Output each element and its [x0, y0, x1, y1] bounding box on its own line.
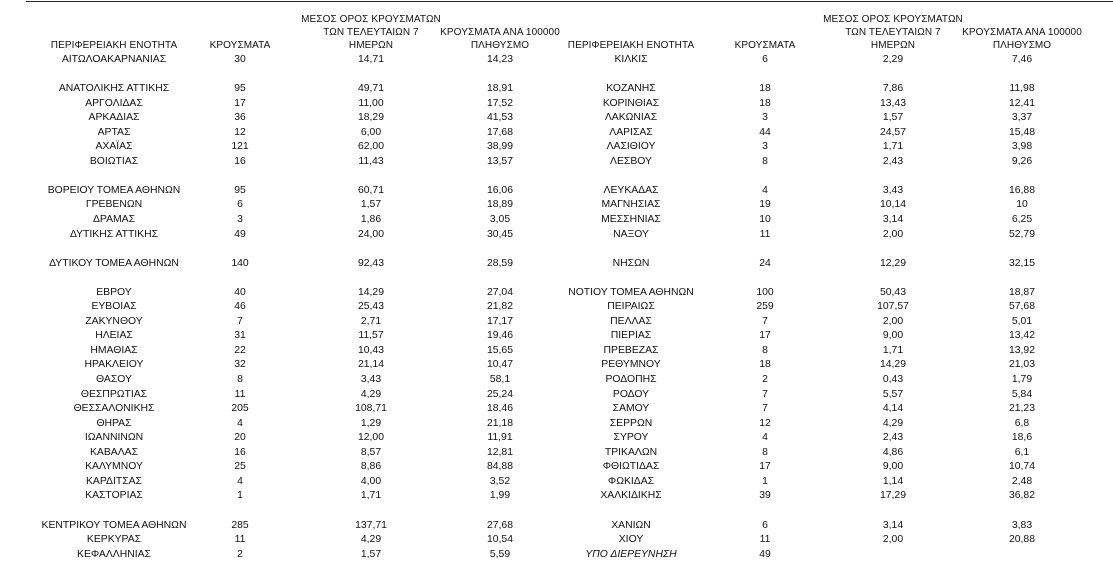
right-avg7-cell: 4,14	[882, 403, 904, 415]
right-avg7-cell: 0,43	[882, 374, 904, 386]
right-region-cell: ΡΟΔΟΠΗΣ	[605, 374, 657, 386]
right-region-cell: ΤΡΙΚΑΛΩΝ	[604, 446, 658, 458]
right-region-cell: ΚΙΛΚΙΣ	[614, 54, 648, 65]
right-per100k-cell: 6,1	[1014, 446, 1030, 458]
left-cases-cell: 4	[237, 475, 243, 487]
left-avg7-cell: 4,29	[360, 388, 382, 400]
left-region-cell: ΘΗΡΑΣ	[96, 417, 132, 429]
right-avg7-cell: 17,29	[879, 490, 906, 502]
left-avg7-cell: 14,71	[357, 54, 384, 65]
table-body	[0, 53, 1113, 562]
left-region-cell: ΗΡΑΚΛΕΙΟΥ	[84, 359, 144, 371]
left-per100k-cell: 1,99	[489, 490, 511, 502]
table-row	[0, 373, 1113, 388]
right-cases-cell: 19	[759, 199, 771, 211]
right-per100k-cell: 2,48	[1011, 475, 1033, 487]
left-avg7-cell: 18,29	[357, 112, 384, 124]
table-row	[0, 68, 1113, 83]
left-per100k-cell: 25,24	[486, 388, 513, 400]
left-region-cell: ΓΡΕΒΕΝΩΝ	[85, 199, 143, 211]
table-row	[0, 97, 1113, 112]
left-avg7-cell: 62,00	[357, 141, 384, 153]
left-region-cell: ΚΕΡΚΥΡΑΣ	[86, 534, 142, 546]
left-cases-cell: 3	[237, 214, 243, 226]
table-row	[0, 140, 1113, 155]
left-cases-cell: 4	[237, 417, 243, 429]
left-cases-cell: 11	[234, 388, 246, 400]
table-row	[0, 286, 1113, 301]
left-avg7-cell: 8,86	[360, 461, 382, 473]
table-row	[0, 53, 1113, 68]
table-row	[0, 388, 1113, 403]
right-per100k-cell: 6,25	[1011, 214, 1033, 226]
table-row	[0, 242, 1113, 257]
left-region-cell: ΔΡΑΜΑΣ	[92, 214, 136, 226]
left-cases-cell: 12	[234, 126, 246, 138]
table-row	[0, 489, 1113, 504]
table-row	[0, 358, 1113, 373]
right-per100k-cell: 52,79	[1008, 228, 1035, 240]
right-per100k-cell: 13,92	[1008, 344, 1035, 356]
right-cases-cell: 8	[762, 344, 768, 356]
left-per100k-cell: 18,91	[486, 83, 513, 95]
right-avg7-cell: 14,29	[879, 359, 906, 371]
table-row	[0, 300, 1113, 315]
header-avg7-left	[298, 13, 444, 52]
left-avg7-cell: 8,57	[360, 446, 382, 458]
table-row	[0, 169, 1113, 184]
header-avg7-left-line1: ΜΕΣΟΣ ΟΡΟΣ ΚΡΟΥΣΜΑΤΩΝ	[301, 14, 441, 25]
right-cases-cell: 4	[762, 432, 768, 444]
right-cases-cell: 8	[762, 446, 768, 458]
left-per100k-cell: 10,47	[486, 359, 513, 371]
left-avg7-cell: 1,57	[360, 548, 382, 560]
right-region-cell: ΠΕΛΛΑΣ	[610, 315, 652, 327]
right-per100k-cell: 16,88	[1008, 184, 1035, 196]
left-region-cell: ΗΜΑΘΙΑΣ	[90, 344, 138, 356]
table-row	[0, 417, 1113, 432]
left-region-cell: ΒΟΙΩΤΙΑΣ	[89, 155, 139, 167]
right-avg7-cell: 24,57	[879, 126, 906, 138]
right-cases-cell: 12	[759, 417, 771, 429]
header-avg7-right-line1: ΜΕΣΟΣ ΟΡΟΣ ΚΡΟΥΣΜΑΤΩΝ	[823, 14, 963, 25]
right-avg7-cell: 4,86	[882, 446, 904, 458]
left-per100k-cell: 10,54	[486, 534, 513, 546]
left-avg7-cell: 10,43	[357, 344, 384, 356]
left-avg7-cell: 1,86	[360, 214, 382, 226]
left-avg7-cell: 11,57	[358, 330, 384, 342]
left-region-cell: ΗΛΕΙΑΣ	[95, 330, 133, 342]
left-avg7-cell: 60,71	[357, 184, 384, 196]
left-per100k-cell: 17,52	[486, 97, 513, 109]
left-cases-cell: 2	[237, 548, 243, 560]
right-region-cell: ΜΑΓΝΗΣΙΑΣ	[601, 199, 661, 211]
right-per100k-cell: 5,84	[1011, 388, 1033, 400]
table-row	[0, 533, 1113, 548]
left-avg7-cell: 92,43	[357, 257, 384, 269]
right-region-cell: ΦΘΙΩΤΙΔΑΣ	[602, 461, 660, 473]
left-cases-cell: 1	[237, 490, 243, 502]
right-region-cell: ΛΑΡΙΣΑΣ	[609, 126, 653, 138]
header-per100k-right	[954, 26, 1090, 52]
left-region-cell: ΑΙΤΩΛΟΑΚΑΡΝΑΝΙΑΣ	[61, 54, 167, 65]
left-per100k-cell: 15,65	[486, 344, 513, 356]
table-row	[0, 344, 1113, 359]
right-avg7-cell: 2,00	[882, 228, 904, 240]
left-per100k-cell: 27,04	[486, 286, 513, 298]
right-avg7-cell: 2,00	[882, 534, 904, 546]
left-per100k-cell: 58,1	[489, 374, 511, 386]
right-per100k-cell: 11,98	[1009, 83, 1035, 95]
right-per100k-cell: 3,83	[1011, 519, 1033, 531]
left-avg7-cell: 137,71	[355, 519, 387, 531]
header-per100k-left-line1: ΚΡΟΥΣΜΑΤΑ ΑΝΑ 100000	[440, 27, 560, 38]
right-region-cell: ΛΕΣΒΟΥ	[610, 155, 652, 167]
right-avg7-cell: 3,14	[882, 214, 904, 226]
right-region-cell: ΠΡΕΒΕΖΑΣ	[603, 344, 659, 356]
left-region-cell: ΘΕΣΣΑΛΟΝΙΚΗΣ	[73, 403, 155, 415]
right-avg7-cell: 5,57	[882, 388, 904, 400]
right-cases-cell: 7	[762, 388, 768, 400]
right-avg7-cell: 1,71	[882, 141, 904, 153]
table-row	[0, 198, 1113, 213]
right-region-cell: ΜΕΣΣΗΝΙΑΣ	[601, 214, 661, 226]
right-cases-cell: 18	[759, 359, 771, 371]
table-row	[0, 315, 1113, 330]
right-cases-cell: 18	[759, 97, 771, 109]
table-row	[0, 446, 1113, 461]
left-region-cell: ΚΑΛΥΜΝΟΥ	[85, 461, 143, 473]
left-per100k-cell: 21,82	[486, 301, 513, 313]
header-per100k-left-line2: ΠΛΗΘΥΣΜΟ	[470, 40, 530, 51]
left-region-cell: ΙΩΑΝΝΙΝΩΝ	[84, 432, 144, 444]
right-cases-cell: 3	[762, 112, 768, 124]
header-avg7-right-line2: ΤΩΝ ΤΕΛΕΥΤΑΙΩΝ 7	[845, 27, 941, 38]
right-cases-cell: 7	[762, 315, 768, 327]
left-per100k-cell: 19,46	[486, 330, 513, 342]
left-avg7-cell: 3,43	[360, 374, 382, 386]
table-row	[0, 329, 1113, 344]
table-row	[0, 111, 1113, 126]
table-row	[0, 155, 1113, 170]
table-row	[0, 475, 1113, 490]
header-avg7-right	[820, 13, 966, 52]
right-per100k-cell: 9,26	[1011, 155, 1033, 167]
right-region-cell: ΧΑΛΚΙΔΙΚΗΣ	[600, 490, 662, 502]
left-cases-cell: 11	[234, 534, 246, 546]
right-per100k-cell: 3,98	[1011, 141, 1033, 153]
right-region-cell: ΥΠΟ ΔΙΕΡΕΥΝΗΣΗ	[585, 548, 677, 560]
right-region-cell: ΛΕΥΚΑΔΑΣ	[603, 184, 659, 196]
left-region-cell: ΑΧΑΪΑΣ	[95, 141, 133, 153]
header-region-left	[26, 39, 202, 52]
right-region-cell: ΧΙΟΥ	[618, 534, 644, 546]
left-region-cell: ΚΑΒΑΛΑΣ	[89, 446, 139, 458]
right-per100k-cell: 12,41	[1008, 97, 1035, 109]
left-cases-cell: 20	[234, 432, 246, 444]
right-region-cell: ΣΕΡΡΩΝ	[609, 417, 653, 429]
right-cases-cell: 100	[756, 286, 774, 298]
left-per100k-cell: 3,52	[489, 475, 511, 487]
table-row	[0, 271, 1113, 286]
table-row	[0, 82, 1113, 97]
left-per100k-cell: 17,68	[486, 126, 513, 138]
left-region-cell: ΚΑΡΔΙΤΣΑΣ	[86, 475, 142, 487]
right-avg7-cell: 2,43	[882, 432, 904, 444]
header-avg7-left-line2: ΤΩΝ ΤΕΛΕΥΤΑΙΩΝ 7	[323, 27, 419, 38]
left-per100k-cell: 14,23	[486, 54, 513, 65]
right-region-cell: ΚΟΡΙΝΘΙΑΣ	[602, 97, 660, 109]
left-cases-cell: 140	[231, 257, 249, 269]
left-cases-cell: 25	[234, 461, 246, 473]
right-cases-cell: 11	[759, 534, 771, 546]
left-per100k-cell: 12,81	[486, 446, 513, 458]
left-avg7-cell: 12,00	[357, 432, 384, 444]
right-avg7-cell: 2,00	[882, 315, 904, 327]
right-cases-cell: 18	[759, 83, 771, 95]
table-row	[0, 548, 1113, 562]
right-per100k-cell: 21,03	[1008, 359, 1035, 371]
right-cases-cell: 49	[759, 548, 771, 560]
right-per100k-cell: 36,82	[1008, 490, 1035, 502]
left-cases-cell: 49	[234, 228, 246, 240]
header-region-right	[563, 39, 699, 52]
right-avg7-cell: 1,14	[882, 475, 904, 487]
left-avg7-cell: 25,43	[357, 301, 384, 313]
table-row	[0, 126, 1113, 141]
right-region-cell: ΧΑΝΙΩΝ	[611, 519, 651, 531]
left-per100k-cell: 3,05	[489, 214, 511, 226]
right-region-cell: ΠΙΕΡΙΑΣ	[610, 330, 652, 342]
left-cases-cell: 36	[234, 112, 246, 124]
right-cases-cell: 259	[756, 301, 774, 313]
right-per100k-cell: 7,46	[1011, 54, 1033, 65]
left-cases-cell: 16	[234, 446, 246, 458]
left-per100k-cell: 30,45	[486, 228, 513, 240]
table-row	[0, 257, 1113, 272]
right-cases-cell: 6	[762, 519, 768, 531]
left-avg7-cell: 49,71	[357, 83, 384, 95]
left-region-cell: ΑΝΑΤΟΛΙΚΗΣ ΑΤΤΙΚΗΣ	[58, 83, 170, 95]
right-avg7-cell: 1,71	[882, 344, 904, 356]
right-region-cell: ΛΑΣΙΘΙΟΥ	[606, 141, 656, 153]
right-per100k-cell: 13,42	[1008, 330, 1035, 342]
right-region-cell: ΡΕΘΥΜΝΟΥ	[601, 359, 661, 371]
right-per100k-cell: 32,15	[1008, 257, 1035, 269]
right-cases-cell: 10	[759, 214, 771, 226]
right-avg7-cell: 2,29	[882, 54, 904, 65]
right-region-cell: ΝΗΣΩΝ	[612, 257, 650, 269]
header-avg7-left-line3: ΗΜΕΡΩΝ	[348, 40, 394, 51]
left-avg7-cell: 6,00	[360, 126, 382, 138]
table-row	[0, 213, 1113, 228]
right-cases-cell: 39	[759, 490, 771, 502]
right-per100k-cell: 20,88	[1008, 534, 1035, 546]
left-avg7-cell: 1,29	[360, 417, 382, 429]
right-avg7-cell: 4,29	[882, 417, 904, 429]
right-avg7-cell: 9,00	[882, 330, 904, 342]
left-cases-cell: 95	[234, 184, 246, 196]
left-avg7-cell: 1,57	[360, 199, 382, 211]
right-cases-cell: 2	[762, 374, 768, 386]
right-region-cell: ΦΩΚΙΔΑΣ	[607, 475, 655, 487]
left-avg7-cell: 4,29	[360, 534, 382, 546]
left-avg7-cell: 11,43	[358, 155, 384, 167]
left-per100k-cell: 11,91	[487, 432, 513, 444]
header-per100k-right-line2: ΠΛΗΘΥΣΜΟ	[992, 40, 1052, 51]
right-per100k-cell: 6,8	[1014, 417, 1030, 429]
left-region-cell: ΚΕΦΑΛΛΗΝΙΑΣ	[77, 548, 151, 560]
table-row	[0, 504, 1113, 519]
right-cases-cell: 17	[759, 330, 771, 342]
right-avg7-cell: 2,43	[882, 155, 904, 167]
left-region-cell: ΘΕΣΠΡΩΤΙΑΣ	[80, 388, 148, 400]
left-per100k-cell: 84,88	[486, 461, 513, 473]
right-cases-cell: 7	[762, 403, 768, 415]
table-top-border	[26, 1, 1113, 2]
right-avg7-cell: 1,57	[882, 112, 904, 124]
table-row	[0, 184, 1113, 199]
right-region-cell: ΚΟΖΑΝΗΣ	[606, 83, 656, 95]
right-per100k-cell: 18,87	[1008, 286, 1035, 298]
right-region-cell: ΝΑΞΟΥ	[613, 228, 649, 240]
left-region-cell: ΘΑΣΟΥ	[96, 374, 132, 386]
right-avg7-cell: 50,43	[879, 286, 906, 298]
left-cases-cell: 16	[234, 155, 246, 167]
left-region-cell: ΚΕΝΤΡΙΚΟΥ ΤΟΜΕΑ ΑΘΗΝΩΝ	[41, 519, 187, 531]
left-region-cell: ΑΡΓΟΛΙΔΑΣ	[85, 97, 143, 109]
right-per100k-cell: 1,79	[1011, 374, 1033, 386]
left-per100k-cell: 18,89	[486, 199, 513, 211]
header-per100k-left	[432, 26, 568, 52]
left-region-cell: ΔΥΤΙΚΟΥ ΤΟΜΕΑ ΑΘΗΝΩΝ	[49, 257, 179, 269]
right-region-cell: ΡΟΔΟΥ	[612, 388, 650, 400]
table-row	[0, 460, 1113, 475]
left-per100k-cell: 38,99	[486, 141, 513, 153]
header-cases-left	[202, 39, 278, 52]
header-cases-right	[727, 39, 803, 52]
right-region-cell: ΠΕΙΡΑΙΩΣ	[607, 301, 655, 313]
left-region-cell: ΔΥΤΙΚΗΣ ΑΤΤΙΚΗΣ	[69, 228, 159, 240]
right-cases-cell: 8	[762, 155, 768, 167]
left-cases-cell: 285	[231, 519, 249, 531]
left-per100k-cell: 16,06	[486, 184, 513, 196]
left-cases-cell: 22	[234, 344, 246, 356]
left-region-cell: ΑΡΤΑΣ	[97, 126, 131, 138]
left-per100k-cell: 13,57	[486, 155, 513, 167]
right-avg7-cell: 3,14	[882, 519, 904, 531]
left-region-cell: ΕΒΡΟΥ	[96, 286, 132, 298]
left-cases-cell: 6	[237, 199, 243, 211]
right-avg7-cell: 10,14	[879, 199, 906, 211]
left-region-cell: ΒΟΡΕΙΟΥ ΤΟΜΕΑ ΑΘΗΝΩΝ	[47, 184, 181, 196]
right-avg7-cell: 9,00	[882, 461, 904, 473]
left-per100k-cell: 21,18	[486, 417, 513, 429]
right-cases-cell: 3	[762, 141, 768, 153]
left-avg7-cell: 2,71	[360, 315, 382, 327]
left-cases-cell: 8	[237, 374, 243, 386]
left-avg7-cell: 4,00	[360, 475, 382, 487]
left-avg7-cell: 1,71	[360, 490, 382, 502]
right-per100k-cell: 15,48	[1008, 126, 1035, 138]
right-per100k-cell: 21,23	[1008, 403, 1035, 415]
left-cases-cell: 121	[231, 141, 249, 153]
right-cases-cell: 11	[759, 228, 771, 240]
left-cases-cell: 7	[237, 315, 243, 327]
right-region-cell: ΣΥΡΟΥ	[613, 432, 649, 444]
table-row	[0, 519, 1113, 534]
table-row	[0, 402, 1113, 417]
left-cases-cell: 46	[234, 301, 246, 313]
right-region-cell: ΛΑΚΩΝΙΑΣ	[604, 112, 658, 124]
right-cases-cell: 6	[762, 54, 768, 65]
left-cases-cell: 95	[234, 83, 246, 95]
left-avg7-cell: 21,14	[357, 359, 384, 371]
left-avg7-cell: 11,00	[358, 97, 384, 109]
left-region-cell: ΚΑΣΤΟΡΙΑΣ	[85, 490, 143, 502]
table-row	[0, 228, 1113, 243]
header-cases-right-text: ΚΡΟΥΣΜΑΤΑ	[734, 40, 796, 51]
right-per100k-cell: 57,68	[1008, 301, 1035, 313]
left-avg7-cell: 24,00	[357, 228, 384, 240]
right-avg7-cell: 3,43	[882, 184, 904, 196]
left-avg7-cell: 108,71	[355, 403, 387, 415]
right-per100k-cell: 3,37	[1011, 112, 1033, 124]
right-region-cell: ΣΑΜΟΥ	[612, 403, 650, 415]
left-region-cell: ΖΑΚΥΝΘΟΥ	[85, 315, 143, 327]
right-cases-cell: 24	[759, 257, 771, 269]
left-per100k-cell: 18,46	[486, 403, 513, 415]
table-row	[0, 431, 1113, 446]
right-avg7-cell: 12,29	[879, 257, 906, 269]
header-region-left-text: ΠΕΡΙΦΕΡΕΙΑΚΗ ΕΝΟΤΗΤΑ	[50, 40, 178, 51]
header-cases-left-text: ΚΡΟΥΣΜΑΤΑ	[209, 40, 271, 51]
right-per100k-cell: 18,6	[1011, 432, 1033, 444]
header-avg7-right-line3: ΗΜΕΡΩΝ	[870, 40, 916, 51]
left-cases-cell: 17	[234, 97, 246, 109]
right-cases-cell: 4	[762, 184, 768, 196]
left-per100k-cell: 17,17	[486, 315, 513, 327]
left-per100k-cell: 5,59	[489, 548, 511, 560]
left-cases-cell: 32	[234, 359, 246, 371]
right-cases-cell: 44	[759, 126, 771, 138]
left-cases-cell: 30	[234, 54, 246, 65]
left-per100k-cell: 28,59	[486, 257, 513, 269]
left-avg7-cell: 14,29	[357, 286, 384, 298]
right-per100k-cell: 10,74	[1008, 461, 1035, 473]
left-region-cell: ΕΥΒΟΙΑΣ	[91, 301, 137, 313]
left-cases-cell: 40	[234, 286, 246, 298]
header-region-right-text: ΠΕΡΙΦΕΡΕΙΑΚΗ ΕΝΟΤΗΤΑ	[567, 40, 695, 51]
left-cases-cell: 205	[231, 403, 249, 415]
header-per100k-right-line1: ΚΡΟΥΣΜΑΤΑ ΑΝΑ 100000	[962, 27, 1082, 38]
right-per100k-cell: 10	[1016, 199, 1028, 211]
right-cases-cell: 17	[759, 461, 771, 473]
right-cases-cell: 1	[762, 475, 768, 487]
right-avg7-cell: 13,43	[879, 97, 906, 109]
left-region-cell: ΑΡΚΑΔΙΑΣ	[88, 112, 140, 124]
right-region-cell: ΝΟΤΙΟΥ ΤΟΜΕΑ ΑΘΗΝΩΝ	[568, 286, 694, 298]
left-cases-cell: 31	[234, 330, 246, 342]
right-avg7-cell: 107,57	[877, 301, 909, 313]
left-per100k-cell: 41,53	[486, 112, 513, 124]
left-per100k-cell: 27,68	[486, 519, 513, 531]
right-avg7-cell: 7,86	[882, 83, 904, 95]
right-per100k-cell: 5,01	[1011, 315, 1033, 327]
